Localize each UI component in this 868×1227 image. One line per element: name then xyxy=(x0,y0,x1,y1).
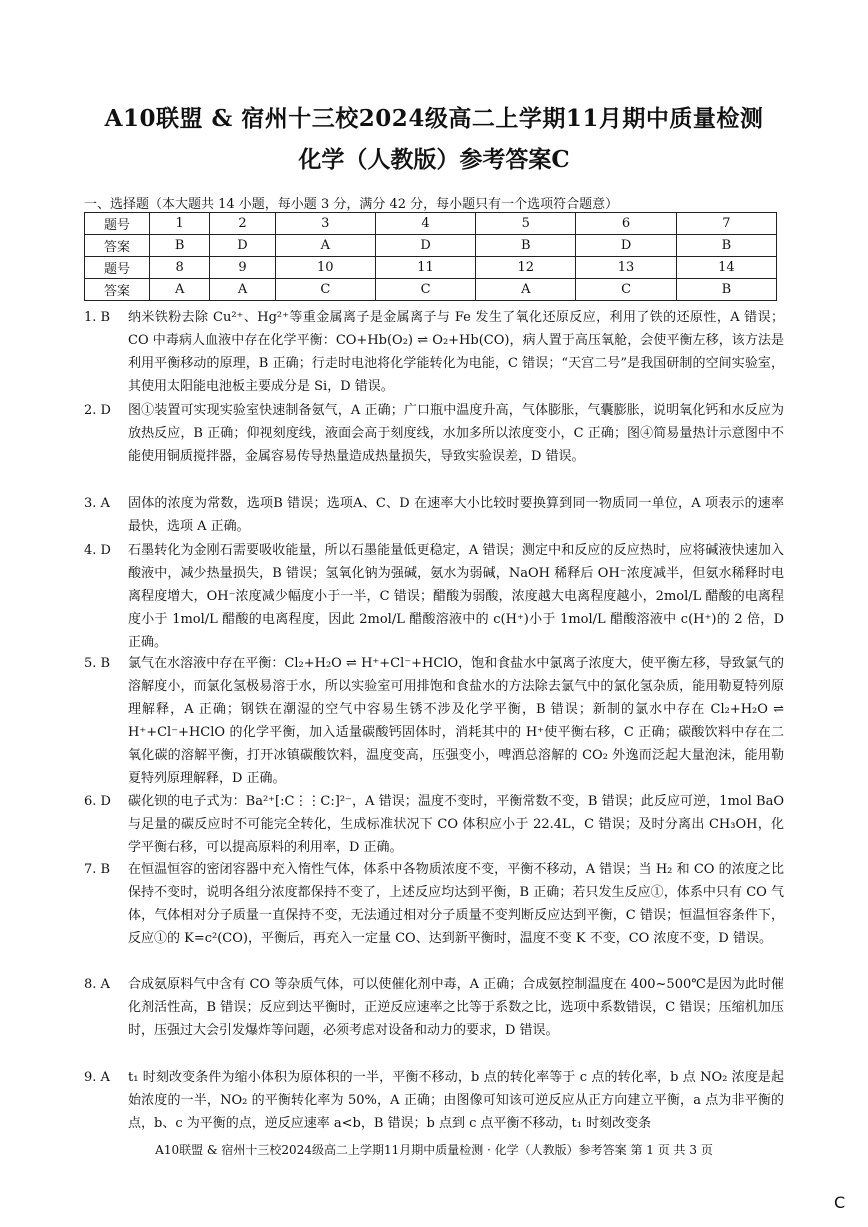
table-cell: 3 xyxy=(275,213,375,235)
table-cell: 4 xyxy=(375,213,475,235)
answer-item-7 xyxy=(84,858,784,950)
answer-explanation: 氯气在水溶液中存在平衡：Cl₂+H₂O ⇌ H⁺+Cl⁻+HClO，饱和食盐水中氯离子浓度大，使平衡左移，导致氯气的溶解度小，而氯化氢极易溶于水，所以实验室可用排饱和食盐水的方法除去氯气中的氯化氢杂质，能用勒夏特列原理解释，A 正确；钢铁在潮湿的空气中容易生锈不涉及化学平衡，B 错误；新制的氯水中存在 Cl₂+H₂O ⇌ H⁺+Cl⁻+HClO 的化学平衡，加入适量碳酸钙固体时，消耗其中的 H⁺使平衡右移，C 正确；碳酸饮料中存在二氧化碳的溶解平衡，打开冰镇碳酸饮料，温度变高，压强变小，啤酒总溶解的 CO₂ 外逸而泛起大量泡沫，能用勒夏特列原理解释，D 正确。 xyxy=(128,656,784,786)
table-cell: A xyxy=(275,235,375,257)
answer-explanation: 碳化钡的电子式为：Ba²⁺[:C⋮⋮C:]²⁻，A 错误；温度不变时，平衡常数不变，B 错误；此反应可逆，1mol BaO 与足量的碳反应时不可能完全转化，生成标准状况下 CO 体积应小于 22.4L，C 错误；及时分离出 CH₃OH，化学平衡右移，可以提高原料的利用率，D 正确。 xyxy=(128,794,784,855)
document-title: A10联盟 & 宿州十三校2024级高二上学期11月期中质量检测 xyxy=(104,105,764,132)
page-footer: A10联盟 & 宿州十三校2024级高二上学期11月期中质量检测 · 化学（人教版）参考答案 第 1 页 共 3 页 xyxy=(155,1143,713,1157)
table-header-cell: 答案 xyxy=(85,235,150,257)
answer-item-3 xyxy=(84,492,784,538)
table-cell: A xyxy=(210,279,275,301)
answer-item-2 xyxy=(84,399,784,468)
table-row xyxy=(85,257,777,279)
version-mark: C xyxy=(834,1193,846,1212)
table-cell: D xyxy=(576,235,676,257)
answer-number: 6. D xyxy=(84,794,111,809)
table-cell: 13 xyxy=(576,257,676,279)
answer-item-4 xyxy=(84,539,784,654)
answer-number: 8. A xyxy=(84,977,110,992)
answer-item-9 xyxy=(84,1066,784,1135)
table-cell: D xyxy=(375,235,475,257)
answer-number: 5. B xyxy=(84,656,111,671)
table-cell: B xyxy=(150,235,210,257)
answer-explanation: 纳米铁粉去除 Cu²⁺、Hg²⁺等重金属离子是金属离子与 Fe 发生了氧化还原反应，利用了铁的还原性，A 错误；CO 中毒病人血液中存在化学平衡：CO+Hb(O₂) ⇌ O₂+Hb(CO)，病人置于高压氧舱，会使平衡左移，该方法是利用平衡移动的原理，B 正确；行走时电池将化学能转化为电能，C 错误；“天宫二号”是我国研制的空间实验室，其使用太阳能电池板主要成分是 Si，D 错误。 xyxy=(128,310,784,394)
table-cell: C xyxy=(576,279,676,301)
answer-table xyxy=(84,212,777,301)
table-header-cell: 题号 xyxy=(85,257,150,279)
answer-item-8 xyxy=(84,973,784,1042)
table-cell: 14 xyxy=(676,257,776,279)
table-cell: A xyxy=(150,279,210,301)
answer-explanation: t₁ 时刻改变条件为缩小体积为原体积的一半，平衡不移动，b 点的转化率等于 c 点的转化率，b 点 NO₂ 浓度是起始浓度的一半，NO₂ 的平衡转化率为 50%，A 正确；由图像可知该可逆反应从正方向建立平衡，a 点为非平衡的点，b、c 为平衡的点，逆反应速率 a<b，B 错误；b 点到 c 点平衡不移动，t₁ 时刻改变条 xyxy=(128,1070,784,1131)
table-cell: B xyxy=(476,235,576,257)
section-heading: 一、选择题（本大题共 14 小题，每小题 3 分，满分 42 分，每小题只有一个选项符合题意） xyxy=(84,197,619,212)
table-header-cell: 题号 xyxy=(85,213,150,235)
answer-explanation: 在恒温恒容的密闭容器中充入惰性气体，体系中各物质浓度不变，平衡不移动，A 错误；当 H₂ 和 CO 的浓度之比保持不变时，说明各组分浓度都保持不变了，上述反应均达到平衡，B 正确；若只发生反应①，体系中只有 CO 气体，气体相对分子质量一直保持不变，无法通过相对分子质量不变判断反应达到平衡，C 错误；恒温恒容条件下，反应①的 K=c²(CO)，平衡后，再充入一定量 CO、达到新平衡时，温度不变 K 不变，CO 浓度不变，D 错误。 xyxy=(128,862,784,946)
answer-number: 1. B xyxy=(84,310,111,325)
table-row xyxy=(85,235,777,257)
table-row xyxy=(85,213,777,235)
answer-number: 3. A xyxy=(84,496,110,511)
answer-item-5 xyxy=(84,652,784,790)
answer-number: 4. D xyxy=(84,543,111,558)
table-cell: C xyxy=(275,279,375,301)
table-cell: 7 xyxy=(676,213,776,235)
table-cell: 2 xyxy=(210,213,275,235)
answer-explanation: 合成氨原料气中含有 CO 等杂质气体，可以使催化剂中毒，A 正确；合成氨控制温度在 400~500℃是因为此时催化剂活性高，B 错误；反应到达平衡时，正逆反应速率之比等于系数之比，选项中系数错误，C 错误；压缩机加压时，压强过大会引发爆炸等问题，必须考虑对设备和动力的要求，D 错误。 xyxy=(128,977,784,1038)
table-cell: 11 xyxy=(375,257,475,279)
answer-number: 7. B xyxy=(84,862,111,877)
table-row xyxy=(85,279,777,301)
answer-explanation: 图①装置可实现实验室快速制备氨气，A 正确；广口瓶中温度升高，气体膨胀，气囊膨胀，说明氧化钙和水反应为放热反应，B 正确；仰视刻度线，液面会高于刻度线，水加多所以浓度变小，C 正确；图④简易量热计示意图中不能使用铜质搅拌器，金属容易传导热量造成热量损失，导致实验误差，D 错误。 xyxy=(128,403,784,464)
answer-item-6 xyxy=(84,790,784,859)
table-cell: D xyxy=(210,235,275,257)
table-cell: 6 xyxy=(576,213,676,235)
table-cell: 8 xyxy=(150,257,210,279)
table-cell: A xyxy=(476,279,576,301)
table-cell: 12 xyxy=(476,257,576,279)
table-cell: B xyxy=(676,279,776,301)
answer-number: 2. D xyxy=(84,403,111,418)
answer-explanation: 石墨转化为金刚石需要吸收能量，所以石墨能量低更稳定，A 错误；测定中和反应的反应热时，应将碱液快速加入酸液中，减少热量损失，B 错误；氢氧化钠为强碱，氨水为弱碱，NaOH 稀释后 OH⁻浓度减半，但氨水稀释时电离程度增大，OH⁻浓度减少幅度小于一半，C 错误；醋酸为弱酸，浓度越大电离程度越小，2mol/L 醋酸的电离程度小于 1mol/L 醋酸的电离程度，因此 2mol/L 醋酸溶液中的 c(H⁺)小于 1mol/L 醋酸溶液中 c(H⁺)的 2 倍，D 正确。 xyxy=(128,543,784,650)
table-cell: 9 xyxy=(210,257,275,279)
answer-item-1 xyxy=(84,306,784,398)
table-header-cell: 答案 xyxy=(85,279,150,301)
table-cell: 10 xyxy=(275,257,375,279)
document-subtitle: 化学（人教版）参考答案C xyxy=(298,146,570,173)
table-cell: 5 xyxy=(476,213,576,235)
table-cell: C xyxy=(375,279,475,301)
table-cell: 1 xyxy=(150,213,210,235)
answer-number: 9. A xyxy=(84,1070,110,1085)
table-cell: B xyxy=(676,235,776,257)
answer-explanation: 固体的浓度为常数，选项B 错误；选项A、C、D 在速率大小比较时要换算到同一物质同一单位，A 项表示的速率最快，选项 A 正确。 xyxy=(128,496,784,534)
